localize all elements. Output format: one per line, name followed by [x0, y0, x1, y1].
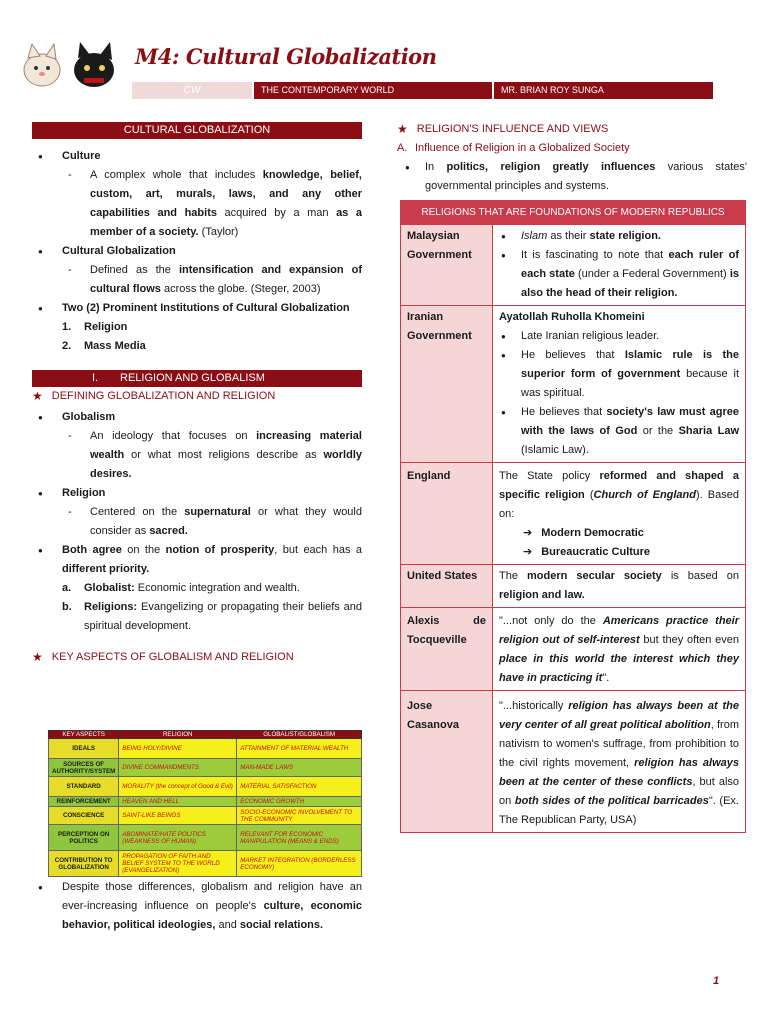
section-title-religion-globalism: I. RELIGION AND GLOBALISM: [32, 370, 362, 387]
influence-list: [397, 158, 747, 196]
religion-definition: - Centered on the supernatural or what they would consider as sacred.: [62, 503, 362, 541]
table-row: Malaysian Government ● Islam as their state religion. ● It is fascinating to note that each ruler of each state (under a Federal Government) is also the head of their religion.: [401, 225, 746, 306]
table-row: SOURCES OF AUTHORITY/SYSTEM DIVINE COMMANDMENTS MAN-MADE LAWS: [49, 759, 362, 777]
table-row: CONTRIBUTION TO GLOBALIZATION PROPAGATION OF FAITH AND BELIEF SYSTEM TO THE WORLD (EVANGELIZATION) MARKET INTEGRATION (BORDERLESS ECONOMY): [49, 851, 362, 877]
cultural-globalization-definition: - Defined as the intensification and expansion of cultural flows across the globe. (Steger, 2003): [62, 261, 362, 299]
star-icon: ★: [397, 122, 408, 136]
table-row: REINFORCEMENT HEAVEN AND HELL ECONOMIC GROWTH: [49, 797, 362, 807]
defining-heading: ★ DEFINING GLOBALIZATION AND RELIGION: [32, 387, 362, 406]
document-title: M4: Cultural Globalization: [135, 44, 437, 69]
document-header: [0, 0, 768, 110]
right-column: [397, 120, 747, 196]
list-item: 1. Religion: [62, 321, 128, 333]
table-row: STANDARD MORALITY (the concept of Good & Evil) MATERIAL SATISFACTION: [49, 777, 362, 797]
table-row: United States The modern secular society is based on religion and law.: [401, 565, 746, 608]
list-item: a. Globalist: Economic integration and wealth.: [62, 582, 300, 594]
course-info-bar: [132, 82, 713, 99]
list-item: ● Both agree on the notion of prosperity, but each has a different priority. a. Globalist: Economic integration and wealth. b. Religions: Evangelizing or propagating their beliefs and spiritual development.: [32, 541, 362, 636]
left-column: [32, 122, 362, 667]
list-item: 2. Mass Media: [62, 340, 146, 352]
course-name: THE CONTEMPORARY WORLD: [252, 82, 492, 99]
table-row: Jose Casanova "...historically religion has always been at the very center of all great political abolition, from nativism to women's suffrage, from prohibition to the civil rights movement, religion has always been at the center of these conflicts, but also on both sides of the political barricades". (Ex. The Republican Party, USA): [401, 691, 746, 833]
star-icon: ★: [32, 650, 43, 664]
table-header: GLOBALIST/GLOBALISM: [237, 731, 362, 739]
list-item: ● Cultural Globalization - Defined as the intensification and expansion of cultural flows across the globe. (Steger, 2003): [32, 242, 362, 299]
list-item: b. Religions: Evangelizing or propagating their beliefs and spiritual development.: [62, 601, 362, 632]
table-header: RELIGIONS THAT ARE FOUNDATIONS OF MODERN REPUBLICS: [401, 201, 746, 225]
republics-table: [400, 200, 746, 833]
page-number: 1: [713, 975, 720, 987]
table-header: KEY ASPECTS: [49, 731, 119, 739]
star-icon: ★: [32, 389, 43, 403]
differences-paragraph: [32, 878, 362, 935]
list-item: ● In politics, religion greatly influences various states' governmental principles and systems.: [403, 158, 747, 196]
culture-list: [32, 147, 362, 356]
religion-influence-heading: ★ RELIGION'S INFLUENCE AND VIEWS: [397, 120, 747, 139]
globalism-definition: - An ideology that focuses on increasing material wealth or what most religions describe as worldly desires.: [62, 427, 362, 484]
table-row: Iranian Government Ayatollah Ruholla Khomeini ● Late Iranian religious leader. ● He believes that Islamic rule is the superior form of government because it was spiritual. ● He believes that society's law must agree with the laws of God or the Sharia Law (Islamic Law).: [401, 306, 746, 463]
list-item: ● Religion - Centered on the supernatural or what they would consider as sacred.: [32, 484, 362, 541]
defining-list: [32, 408, 362, 636]
table-row: PERCEPTION ON POLITICS ABOMINATE/HATE POLITICS (WEAKNESS OF HUMAN) RELEVANT FOR ECONOMIC MANIPULATION (MEANS & ENDS): [49, 825, 362, 851]
subheading-a: A. Influence of Religion in a Globalized Society: [397, 142, 630, 154]
section-title-cultural-globalization: CULTURAL GLOBALIZATION: [32, 122, 362, 139]
professor-name: MR. BRIAN ROY SUNGA: [492, 82, 713, 99]
key-aspects-table: [48, 730, 362, 877]
table-row: Alexis de Tocqueville "...not only do the Americans practice their religion out of self-interest but they often even place in this world the interest which they have in practicing it".: [401, 608, 746, 691]
table-header: RELIGION: [119, 731, 237, 739]
list-item: ● Despite those differences, globalism and religion have an ever-increasing influence on people's culture, economic behavior, political ideologies, and social relations.: [32, 878, 362, 935]
course-code: CW: [132, 82, 252, 99]
list-item: ● Two (2) Prominent Institutions of Cultural Globalization 1. Religion 2. Mass Media: [32, 299, 362, 356]
table-row: IDEALS BEING HOLY/DIVINE ATTAINMENT OF MATERIAL WEALTH: [49, 739, 362, 759]
culture-definition: - A complex whole that includes knowledge, belief, custom, art, murals, laws, and any other capabilities and habits acquired by a man as a member of a society. (Taylor): [62, 166, 362, 242]
list-item: ● Globalism - An ideology that focuses on increasing material wealth or what most religions describe as worldly desires.: [32, 408, 362, 484]
key-aspects-heading: ★ KEY ASPECTS OF GLOBALISM AND RELIGION: [32, 648, 362, 667]
table-row: CONSCIENCE SAINT-LIKE BEINGS SOCIO-ECONOMIC INVOLVEMENT TO THE COMMUNITY: [49, 807, 362, 825]
list-item: ● Culture - A complex whole that includes knowledge, belief, custom, art, murals, laws, and any other capabilities and habits acquired by a man as a member of a society. (Taylor): [32, 147, 362, 242]
cat-mascot-icon: [14, 40, 124, 92]
table-row: England The State policy reformed and shaped a specific religion (Church of England). Based on: ➔ Modern Democratic ➔ Bureaucratic Culture: [401, 463, 746, 565]
